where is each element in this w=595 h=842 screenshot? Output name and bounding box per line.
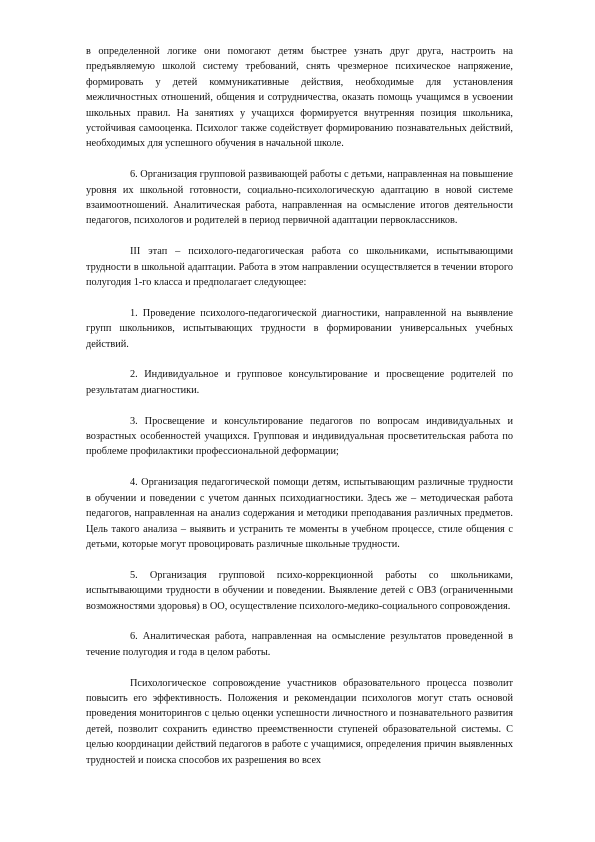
paragraph-item-6-analysis: 6. Аналитическая работа, направленная на осмысление результатов проведенной в течение полугодия и года в целом работы. — [86, 631, 513, 658]
paragraph-stage-3: III этап – психолого-педагогическая работа со школьниками, испытывающими трудности в школьной адаптации. Работа в этом направлении осуществляется в течении второго полугодия 1-го класса и предполагает следующее: — [86, 246, 513, 289]
paragraph-continuation: в определенной логике они помогают детям быстрее узнать друг друга, настроить на предъявляемую школой систему требований, снять чрезмерное психическое напряжение, формировать у детей коммуникативные действия, необходимые для установления межличностных отношений, общения и сотрудничества, оказать помощь учащимся в усвоении школьных правил. На занятиях у учащихся формируется внутренняя позиция школьника, устойчивая самооценка. Психолог также содействует формированию познавательных действий, необходимых для успешного обучения в начальной школе. — [86, 46, 513, 150]
paragraph-item-3-teachers: 3. Просвещение и консультирование педагогов по вопросам индивидуальных и возрастных особенностей учащихся. Групповая и индивидуальная просветительская работа по проблеме профилактики профессиональной деформации; — [86, 415, 513, 458]
paragraph-item-6-group-work: 6. Организация групповой развивающей работы с детьми, направленная на повышение уровня их школьной готовности, социально-психологическую адаптацию в новой системе взаимоотношений. Аналитическая работа, направленная на осмысление итогов деятельности педагогов, психологов и родителей в период первичной адаптации первоклассников. — [86, 169, 513, 227]
paragraph-conclusion: Психологическое сопровождение участников образовательного процесса позволит повысить его эффективность. Положения и рекомендации психологов могут стать основой проведения мониторингов с целью оценки успешности личностного и познавательного развития детей, позволит сохранить единство преемственности ступеней образовательной системы. С целью координации действий педагогов в работе с учащимися, определения причин выявленных трудностей и поиска способов их разрешения во всех — [86, 677, 513, 766]
paragraph-item-4-pedagogical-help: 4. Организация педагогической помощи детям, испытывающим различные трудности в обучении и поведении с учетом данных психодиагностики. Здесь же – методическая работа педагогов, направленная на анализ содержания и методики преподавания различных предметов. Цель такого анализа – выявить и устранить те моменты в учебном процессе, стиле общения с детьми, которые могут провоцировать различные школьные трудности. — [86, 477, 513, 550]
paragraph-item-1-diagnostics: 1. Проведение психолого-педагогической диагностики, направленной на выявление групп школьников, испытывающих трудности в формировании универсальных учебных действий. — [86, 307, 513, 350]
paragraph-item-5-correction: 5. Организация групповой психо-коррекционной работы со школьниками, испытывающими трудности в обучении и поведении. Выявление детей с ОВЗ (ограниченными возможностями здоровья) в ОО, осуществление психолого-медико-социального сопровождения. — [86, 569, 513, 612]
paragraph-item-2-parents: 2. Индивидуальное и групповое консультирование и просвещение родителей по результатам диагностики. — [86, 369, 513, 396]
document-body — [86, 44, 513, 783]
